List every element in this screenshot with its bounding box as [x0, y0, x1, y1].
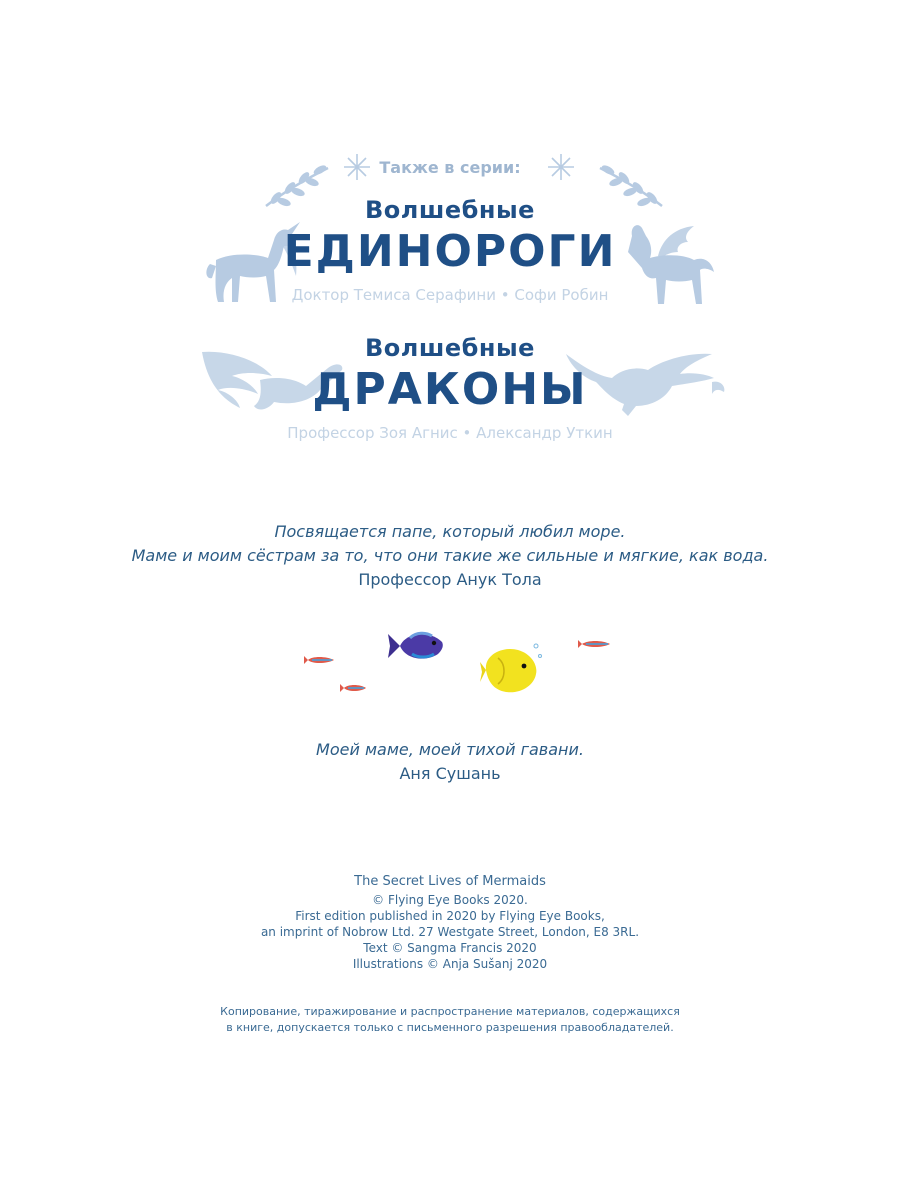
series-book2-subtitle: Волшебные — [365, 334, 535, 362]
small-fish-icon — [304, 654, 336, 666]
small-fish-icon — [578, 638, 612, 650]
sparkle-icon — [344, 154, 370, 180]
series-book1-subtitle: Волшебные — [365, 196, 535, 224]
series-book1-authors: Доктор Темиса Серафини • Софи Робин — [291, 286, 609, 304]
dedication-1-signature: Профессор Анук Тола — [358, 570, 542, 589]
series-caption: Также в серии: — [379, 158, 521, 177]
dedication-1-line-1: Посвящается папе, который любил море. — [274, 522, 626, 541]
sparkle-icon — [548, 154, 574, 180]
imprint-publisher-address: an imprint of Nobrow Ltd. 27 Westgate Street, London, E8 3RL. — [260, 925, 640, 939]
yellow-fish-icon — [478, 644, 544, 698]
dedication-2-signature: Аня Сушань — [399, 764, 501, 783]
series-book1-title: ЕДИНОРОГИ — [283, 226, 617, 277]
rights-notice-line-1: Копирование, тиражирование и распространение материалов, содержащихся — [220, 1005, 680, 1018]
series-book2-authors: Профессор Зоя Агнис • Александр Уткин — [287, 424, 613, 442]
blue-fish-icon — [386, 628, 446, 664]
dedication-1-line-2: Маме и моим сёстрам за то, что они такие же сильные и мягкие, как вода. — [131, 546, 769, 565]
rights-notice-line-2: в книге, допускается только с письменного разрешения правообладателей. — [226, 1021, 674, 1034]
dedication-2-line-1: Моей маме, моей тихой гавани. — [316, 740, 584, 759]
imprint-title: The Secret Lives of Mermaids — [354, 874, 546, 889]
imprint-copyright: © Flying Eye Books 2020. — [372, 893, 528, 907]
imprint-text-copyright: Text © Sangma Francis 2020 — [363, 941, 537, 955]
imprint-illustrations-copyright: Illustrations © Anja Sušanj 2020 — [352, 957, 548, 971]
series-book2-title: ДРАКОНЫ — [312, 364, 588, 415]
small-fish-icon — [340, 682, 368, 694]
imprint-edition: First edition published in 2020 by Flying Eye Books, — [295, 909, 605, 923]
